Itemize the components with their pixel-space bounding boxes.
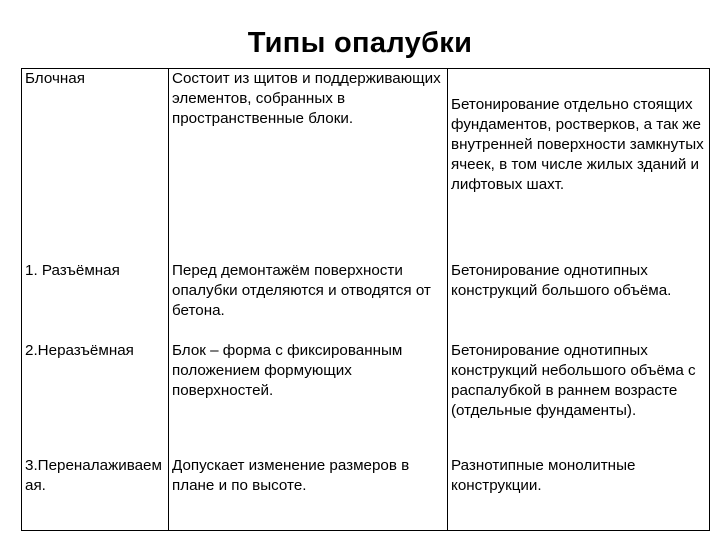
formwork-types-table — [21, 68, 710, 531]
type-cell: 2.Неразъёмная — [22, 341, 169, 456]
application-cell: Бетонирование однотипных конструкций большого объёма. — [448, 261, 710, 341]
type-cell: Блочная — [22, 69, 169, 262]
page-title: Типы опалубки — [247, 27, 473, 59]
table-row — [22, 261, 710, 341]
table-row — [22, 69, 710, 262]
application-cell: Разнотипные монолитные конструкции. — [448, 456, 710, 531]
description-cell: Состоит из щитов и поддерживающих элементов, собранных в пространственные блоки. — [169, 69, 448, 262]
description-cell: Перед демонтажём поверхности опалубки отделяются и отводятся от бетона. — [169, 261, 448, 341]
type-cell: 3.Переналаживаемая. — [22, 456, 169, 531]
description-cell: Блок – форма с фиксированным положением формующих поверхностей. — [169, 341, 448, 456]
application-cell: Бетонирование однотипных конструкций небольшого объёма с распалубкой в раннем возрасте (отдельные фундаменты). — [448, 341, 710, 456]
application-cell: Бетонирование отдельно стоящих фундаментов, ростверков, а так же внутренней поверхности замкнутых ячеек, в том числе жилых зданий и лифтовых шахт. — [448, 69, 710, 262]
type-cell: 1. Разъёмная — [22, 261, 169, 341]
table-row — [22, 456, 710, 531]
table-row — [22, 341, 710, 456]
description-cell: Допускает изменение размеров в плане и по высоте. — [169, 456, 448, 531]
